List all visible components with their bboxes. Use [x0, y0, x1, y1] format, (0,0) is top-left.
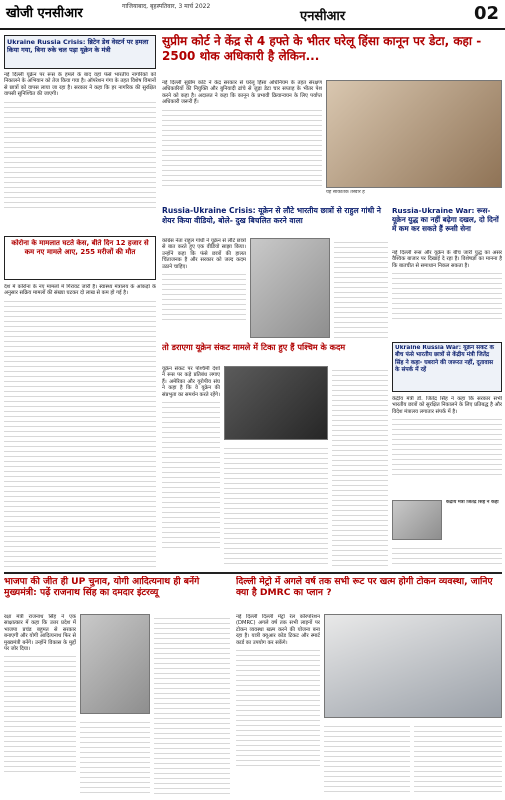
up-story-text: रक्षा मंत्री राजनाथ सिंह ने एक साक्षात्कार में कहा कि उत्तर प्रदेश में भाजपा प्रचंड बहुमत से सरकार बनाएगी और योगी आदित्यनाथ फिर से मुख्यमंत्री बनेंगे। उन्होंने विकास के मुद्दों पर जोर दिया।	[4, 614, 76, 653]
left-story-text: नई दिल्ली यूक्रेन पर रूस के हमले के बाद वहां फंसे भारतीय नागरिकों को निकालने के अभियान को तेज किया गया है। ऑपरेशन गंगा के तहत विशेष विमानों से छात्रों को वापस लाया जा रहा है। सरकार ने कहा कि हर नागरिक की सुरक्षित वापसी सुनिश्चित की जाएगी।	[4, 72, 156, 98]
minister-headline-box	[392, 342, 502, 392]
rahul-story-col3	[334, 238, 388, 340]
domestic-violence-photo	[326, 80, 502, 188]
dateline: गाजियाबाद, बृहस्पतिवार, 3 मार्च 2022	[122, 3, 211, 10]
minister-sub-label: केंद्रीय मंत्री जितेंद्र सिंह ने कहा	[446, 500, 499, 505]
war-headline: तो डराएगा यूक्रेन संकट मामले में टिका हुए हैं पश्चिम के कदम	[162, 342, 346, 352]
metro-story-text: नई दिल्ली दिल्ली मेट्रो रेल कॉरपोरेशन (DMRC) अगले वर्ष तक सभी लाइनों पर टोकन व्यवस्था खत्म करने की योजना बना रहा है। यात्री क्यूआर कोड टिकट और स्मार्ट कार्ड का उपयोग कर सकेंगे।	[236, 614, 320, 646]
up-story-col2	[80, 718, 150, 796]
metro-story-col3	[414, 722, 502, 796]
text-filler	[332, 366, 388, 566]
text-filler	[392, 415, 502, 475]
war-story-col3	[332, 366, 388, 566]
rahul-story-text: कांग्रेस नेता राहुल गांधी ने यूक्रेन से लौटे छात्रों से बात करते हुए एक वीडियो साझा किया। उन्होंने कहा कि फंसे छात्रों की हालत चिंताजनक है और सरकार को जल्द कदम उठाने चाहिए।	[162, 238, 246, 270]
right-headline: Russia-Ukraine War: रूस-यूक्रेन युद्ध का नहीं बढ़ेगा दखल, दो दिनों में कम कर सकते हैं रूसी सेना	[392, 206, 499, 234]
world-leaders-photo	[224, 366, 328, 440]
newspaper-brand: खोजी एनसीआर	[6, 6, 83, 21]
lead-photo-caption: यह सांकेतिक तस्वीर है	[326, 190, 365, 195]
rajnath-singh-photo	[80, 614, 150, 714]
right-headline-wrap	[392, 206, 502, 246]
up-headline: भाजपा की जीत ही UP चुनाव, योगी आदित्यनाथ ही बनेंगे मुख्यमंत्री: पढ़ें राजनाथ सिंह का दमदार इंटरव्यू	[4, 576, 200, 599]
text-filler	[154, 614, 230, 796]
text-filler	[162, 398, 220, 548]
text-filler	[162, 106, 322, 186]
text-filler	[4, 297, 156, 567]
minister-story-tail	[392, 544, 502, 568]
right-story-body	[392, 250, 502, 338]
covid-headline-box	[4, 236, 156, 280]
text-filler	[392, 544, 502, 568]
masthead	[0, 0, 505, 30]
text-filler	[414, 722, 502, 796]
minister-story-text: केंद्रीय मंत्री डॉ. जितेंद्र सिंह ने कहा कि सरकार सभी भारतीय छात्रों को सुरक्षित निकालने के लिए प्रतिबद्ध है और विदेश मंत्रालय लगातार संपर्क में है।	[392, 396, 502, 415]
metro-headline-wrap	[236, 576, 502, 610]
minister-story-body	[392, 396, 502, 496]
delhi-metro-photo	[324, 614, 502, 718]
jitendra-singh-photo	[392, 500, 442, 540]
left-story-headline-box	[4, 35, 156, 69]
war-story-text: यूक्रेन संकट पर पश्चिमी देशों ने रूस पर कड़े प्रतिबंध लगाए हैं। अमेरिका और यूरोपीय संघ ने कहा है कि वे यूक्रेन की संप्रभुता का समर्थन करते रहेंगे।	[162, 366, 220, 398]
lead-headline: सुप्रीम कोर्ट ने केंद्र से 4 हफ्ते के भीतर घरेलू हिंसा कानून पर डेटा, कहा - 2500 थोक अधिकारी है लेकिन...	[162, 34, 482, 63]
covid-headline: कोरोना के मामलात घटते केस, बीते दिन 12 हजार से कम नए मामले आए, 255 मरीजों की मौत	[11, 239, 149, 256]
left-story-headline: Ukraine Russia Crisis: ब्रिटेन डेथ वेस्टर्न पर हमला किया गया, बिना रुके चल पड़ा यूक्रेन के मंत्री	[7, 38, 149, 54]
lead-story-body	[162, 80, 322, 205]
rahul-headline-wrap	[162, 206, 388, 234]
rahul-story-body	[162, 238, 246, 340]
war-headline-wrap	[162, 342, 388, 362]
text-filler	[162, 270, 246, 320]
lead-headline-wrap	[162, 34, 502, 74]
covid-story-text: देश में कोरोना के नए मामलों में गिरावट जारी है। स्वास्थ्य मंत्रालय के आंकड़ों के अनुसार सक्रिय मामलों की संख्या घटकर दो लाख से कम हो गई है।	[4, 284, 156, 297]
metro-headline: दिल्ली मेट्रो में अगले वर्ष तक सभी रूट पर खत्म होगी टोकन व्यवस्था, जानिए क्या है DMRC का प्लान ?	[236, 576, 493, 599]
text-filler	[334, 238, 388, 340]
text-filler	[4, 652, 76, 772]
up-story-col3	[154, 614, 230, 796]
minister-headline: Ukraine Russia War: यूक्रेन संकट के बीच फंसे भारतीय छात्रों से केंद्रीय मंत्री जितेंद्र सिंह ने कहा- घबराने की जरूरत नहीं, दूतावास के संपर्क में रहें	[395, 345, 494, 373]
covid-story-body	[4, 284, 156, 584]
right-story-text: नई दिल्ली रूस और यूक्रेन के बीच जारी युद्ध का असर वैश्विक बाजार पर दिखाई दे रहा है। विशेषज्ञों का मानना है कि बातचीत से समाधान निकल सकता है।	[392, 250, 502, 269]
war-story-col2	[224, 444, 328, 566]
text-filler	[224, 444, 328, 566]
text-filler	[4, 98, 156, 208]
up-headline-wrap	[4, 576, 230, 610]
up-story-body	[4, 614, 76, 796]
text-filler	[324, 722, 410, 796]
text-filler	[80, 718, 150, 796]
left-story-body	[4, 72, 156, 232]
rahul-headline: Russia-Ukraine Crisis: यूक्रेन से लौटे भारतीय छात्रों से राहुल गांधी ने शेयर किया वीडियो, बोले- दुख बिचलित करने वाला	[162, 206, 382, 225]
section-title: एनसीआर	[300, 9, 346, 24]
metro-story-col2	[324, 722, 410, 796]
lead-story-text: नई दिल्ली सुप्रीम कोर्ट ने केंद्र सरकार से घरेलू हिंसा अधिनियम के तहत संरक्षण अधिकारियों की नियुक्ति और बुनियादी ढांचे से जुड़ा डेटा चार सप्ताह के भीतर पेश करने को कहा है। अदालत ने कहा कि कानून के प्रभावी क्रियान्वयन के लिए पर्याप्त अधिकारी जरूरी हैं।	[162, 80, 322, 106]
section-divider	[4, 572, 502, 574]
rahul-gandhi-photo	[250, 238, 330, 338]
text-filler	[392, 269, 502, 319]
text-filler	[236, 646, 320, 766]
metro-story-body	[236, 614, 320, 796]
page-number: 02	[473, 3, 499, 24]
war-story-body	[162, 366, 220, 566]
